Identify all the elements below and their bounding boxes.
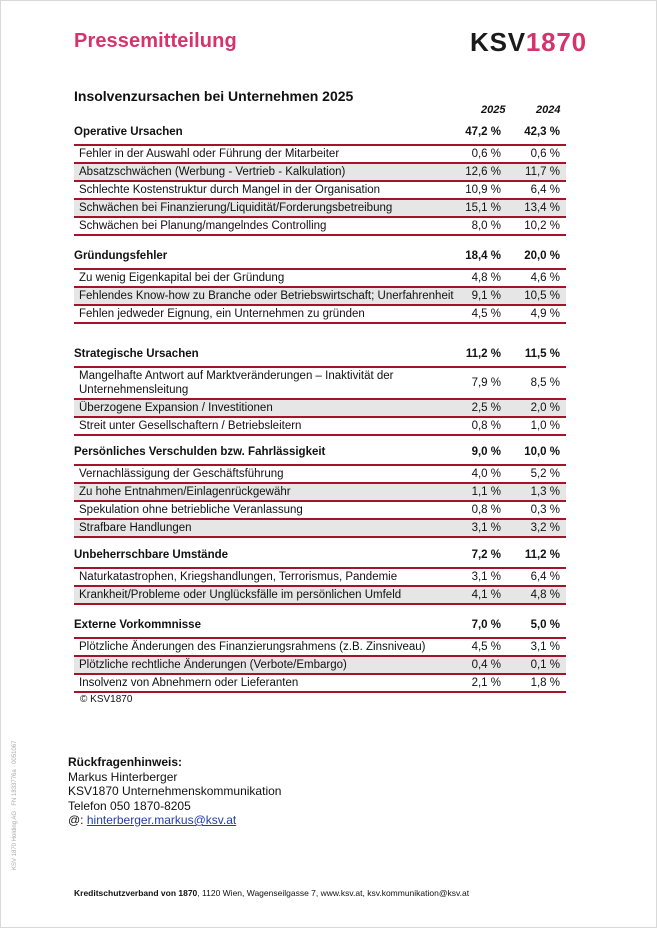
row-value-2025: 1,1 % xyxy=(471,486,501,498)
row-label: Absatzschwächen (Werbung - Vertrieb - Kalkulation) xyxy=(79,166,346,178)
row-label: Insolvenz von Abnehmern oder Lieferanten xyxy=(79,677,299,689)
row-label: Fehlen jedweder Eignung, ein Unternehmen zu gründen xyxy=(79,308,365,320)
table-row xyxy=(74,416,566,434)
row-value-2025: 10,9 % xyxy=(465,184,501,196)
section-header xyxy=(74,547,566,567)
row-value-2024: 4,8 % xyxy=(530,589,560,601)
row-value-2024: 6,4 % xyxy=(530,571,560,583)
row-label: Plötzliche Änderungen des Finanzierungsrahmens (z.B. Zinsniveau) xyxy=(79,641,426,653)
row-label: Zu wenig Eigenkapital bei der Gründung xyxy=(79,272,285,284)
section-value-2025: 7,0 % xyxy=(471,619,501,631)
table-row xyxy=(74,304,566,322)
section-1 xyxy=(74,248,566,324)
section-0 xyxy=(74,124,566,236)
section-title: Unbeherrschbare Umstände xyxy=(74,549,229,561)
row-value-2024: 3,2 % xyxy=(530,522,560,534)
table-row xyxy=(74,518,566,536)
section-value-2025: 18,4 % xyxy=(465,250,501,262)
row-value-2024: 8,5 % xyxy=(530,377,560,389)
row-label: Zu hohe Entnahmen/Einlagenrückgewähr xyxy=(79,486,291,498)
row-label: Krankheit/Probleme oder Unglücksfälle im persönlichen Umfeld xyxy=(79,589,402,601)
footer-org: Kreditschutzverband von 1870 xyxy=(74,888,198,898)
row-value-2024: 4,9 % xyxy=(530,308,560,320)
row-value-2024: 10,2 % xyxy=(524,220,560,232)
row-value-2025: 8,0 % xyxy=(471,220,501,232)
row-value-2024: 2,0 % xyxy=(530,402,560,414)
footer xyxy=(74,888,469,898)
row-label: Schwächen bei Finanzierung/Liquidität/Forderungsbetreibung xyxy=(79,202,393,214)
contact-phone: Telefon 050 1870-8205 xyxy=(68,798,191,813)
email-link[interactable]: hinterberger.markus@ksv.at xyxy=(86,813,237,827)
table-row xyxy=(74,464,566,482)
row-label: Fehler in der Auswahl oder Führung der Mitarbeiter xyxy=(79,148,340,160)
section-divider xyxy=(74,322,566,324)
copyright-note: © KSV1870 xyxy=(80,694,133,705)
row-label: Vernachlässigung der Geschäftsführung xyxy=(79,468,284,480)
section-header xyxy=(74,346,566,366)
row-value-2024: 1,0 % xyxy=(530,420,560,432)
row-value-2024: 1,3 % xyxy=(530,486,560,498)
row-value-2024: 11,7 % xyxy=(525,166,560,178)
row-value-2025: 4,1 % xyxy=(471,589,501,601)
table-row xyxy=(74,144,566,162)
section-title: Operative Ursachen xyxy=(74,126,183,138)
table-row xyxy=(74,286,566,304)
table-row xyxy=(74,216,566,234)
row-value-2025: 0,8 % xyxy=(471,420,501,432)
section-2 xyxy=(74,346,566,436)
contact-department: KSV1870 Unternehmenskommunikation xyxy=(68,784,282,798)
row-label: Schlechte Kostenstruktur durch Mangel in der Organisation xyxy=(79,184,381,196)
contact-name: Markus Hinterberger xyxy=(68,769,178,784)
year-header-2024: 2024 xyxy=(536,104,561,116)
logo-1870: 1870 xyxy=(525,27,587,57)
press-release-label: Pressemitteilung xyxy=(74,30,237,52)
footer-address: , 1120 Wien, Wagenseilgasse 7, www.ksv.at, ksv.kommunikation@ksv.at xyxy=(197,888,470,898)
page-title: Insolvenzursachen bei Unternehmen 2025 xyxy=(74,88,354,104)
table-row xyxy=(74,162,566,180)
section-value-2024: 5,0 % xyxy=(530,619,560,631)
row-value-2024: 5,2 % xyxy=(530,468,560,480)
section-value-2025: 47,2 % xyxy=(465,126,501,138)
row-value-2024: 3,1 % xyxy=(530,641,560,653)
contact-block xyxy=(68,755,281,828)
table-row xyxy=(74,268,566,286)
contact-email-line xyxy=(68,813,281,828)
contact-heading: Rückfragenhinweis: xyxy=(68,755,183,769)
table-row xyxy=(74,366,566,398)
section-value-2025: 11,2 % xyxy=(465,348,501,360)
row-value-2024: 1,8 % xyxy=(530,677,560,689)
table-row xyxy=(74,198,566,216)
row-value-2024: 0,3 % xyxy=(530,504,560,516)
section-title: Persönliches Verschulden bzw. Fahrlässigkeit xyxy=(74,446,326,458)
row-value-2025: 2,1 % xyxy=(471,677,501,689)
row-value-2025: 4,0 % xyxy=(471,468,501,480)
row-value-2025: 0,6 % xyxy=(471,148,501,160)
table-row xyxy=(74,673,566,691)
table-row xyxy=(74,585,566,603)
row-value-2025: 4,8 % xyxy=(471,272,501,284)
row-value-2025: 0,8 % xyxy=(471,504,501,516)
section-value-2025: 9,0 % xyxy=(471,446,501,458)
section-header xyxy=(74,248,566,268)
row-label: Mangelhafte Antwort auf Marktveränderungen – Inaktivität der Unternehmensleitung xyxy=(79,370,394,396)
row-value-2025: 0,4 % xyxy=(471,659,501,671)
row-label: Naturkatastrophen, Kriegshandlungen, Terrorismus, Pandemie xyxy=(79,571,398,583)
section-title: Strategische Ursachen xyxy=(74,348,199,360)
section-divider xyxy=(74,536,566,538)
table-row xyxy=(74,180,566,198)
section-title: Externe Vorkommnisse xyxy=(74,619,201,631)
section-5 xyxy=(74,617,566,693)
table-row xyxy=(74,567,566,585)
row-label: Streit unter Gesellschaftern / Betriebsleitern xyxy=(79,420,302,432)
logo-ksv: KSV xyxy=(470,27,526,57)
row-value-2024: 6,4 % xyxy=(530,184,560,196)
section-value-2024: 11,2 % xyxy=(524,549,560,561)
table-row xyxy=(74,482,566,500)
row-value-2024: 0,6 % xyxy=(530,148,560,160)
row-value-2024: 4,6 % xyxy=(530,272,560,284)
section-divider xyxy=(74,434,566,436)
section-header xyxy=(74,444,566,464)
ksv-logo xyxy=(470,27,587,58)
row-value-2024: 10,5 % xyxy=(524,290,560,302)
row-label: Strafbare Handlungen xyxy=(79,522,192,534)
table-row xyxy=(74,398,566,416)
section-header xyxy=(74,124,566,144)
row-label: Überzogene Expansion / Investitionen xyxy=(79,402,273,414)
section-value-2024: 11,5 % xyxy=(524,348,560,360)
section-3 xyxy=(74,444,566,538)
row-value-2025: 2,5 % xyxy=(471,402,501,414)
section-4 xyxy=(74,547,566,605)
row-value-2025: 9,1 % xyxy=(471,290,501,302)
row-label: Spekulation ohne betriebliche Veranlassung xyxy=(79,504,303,516)
row-value-2025: 7,9 % xyxy=(471,377,501,389)
row-label: Fehlendes Know-how zu Branche oder Betriebswirtschaft; Unerfahrenheit xyxy=(79,290,454,302)
section-value-2024: 20,0 % xyxy=(524,250,560,262)
section-value-2025: 7,2 % xyxy=(471,549,501,561)
table-row xyxy=(74,655,566,673)
row-value-2024: 13,4 % xyxy=(524,202,560,214)
row-value-2025: 4,5 % xyxy=(471,308,501,320)
table-row xyxy=(74,500,566,518)
section-header xyxy=(74,617,566,637)
section-divider xyxy=(74,603,566,605)
section-title: Gründungsfehler xyxy=(74,250,168,262)
row-value-2024: 0,1 % xyxy=(530,659,560,671)
row-label: Plötzliche rechtliche Änderungen (Verbote/Embargo) xyxy=(79,659,347,671)
row-value-2025: 12,6 % xyxy=(465,166,501,178)
section-value-2024: 42,3 % xyxy=(524,126,560,138)
side-registration-text: KSV 1870 Holding AG · FN 1833776a · 0051067 xyxy=(12,740,18,870)
year-header-2025: 2025 xyxy=(481,104,506,116)
section-value-2024: 10,0 % xyxy=(524,446,560,458)
row-value-2025: 4,5 % xyxy=(471,641,501,653)
email-prefix: @: xyxy=(68,813,87,827)
section-divider xyxy=(74,691,566,693)
table-row xyxy=(74,637,566,655)
row-value-2025: 3,1 % xyxy=(471,522,501,534)
row-label: Schwächen bei Planung/mangelndes Controlling xyxy=(79,220,327,232)
section-divider xyxy=(74,234,566,236)
row-value-2025: 15,1 % xyxy=(465,202,501,214)
row-value-2025: 3,1 % xyxy=(471,571,501,583)
